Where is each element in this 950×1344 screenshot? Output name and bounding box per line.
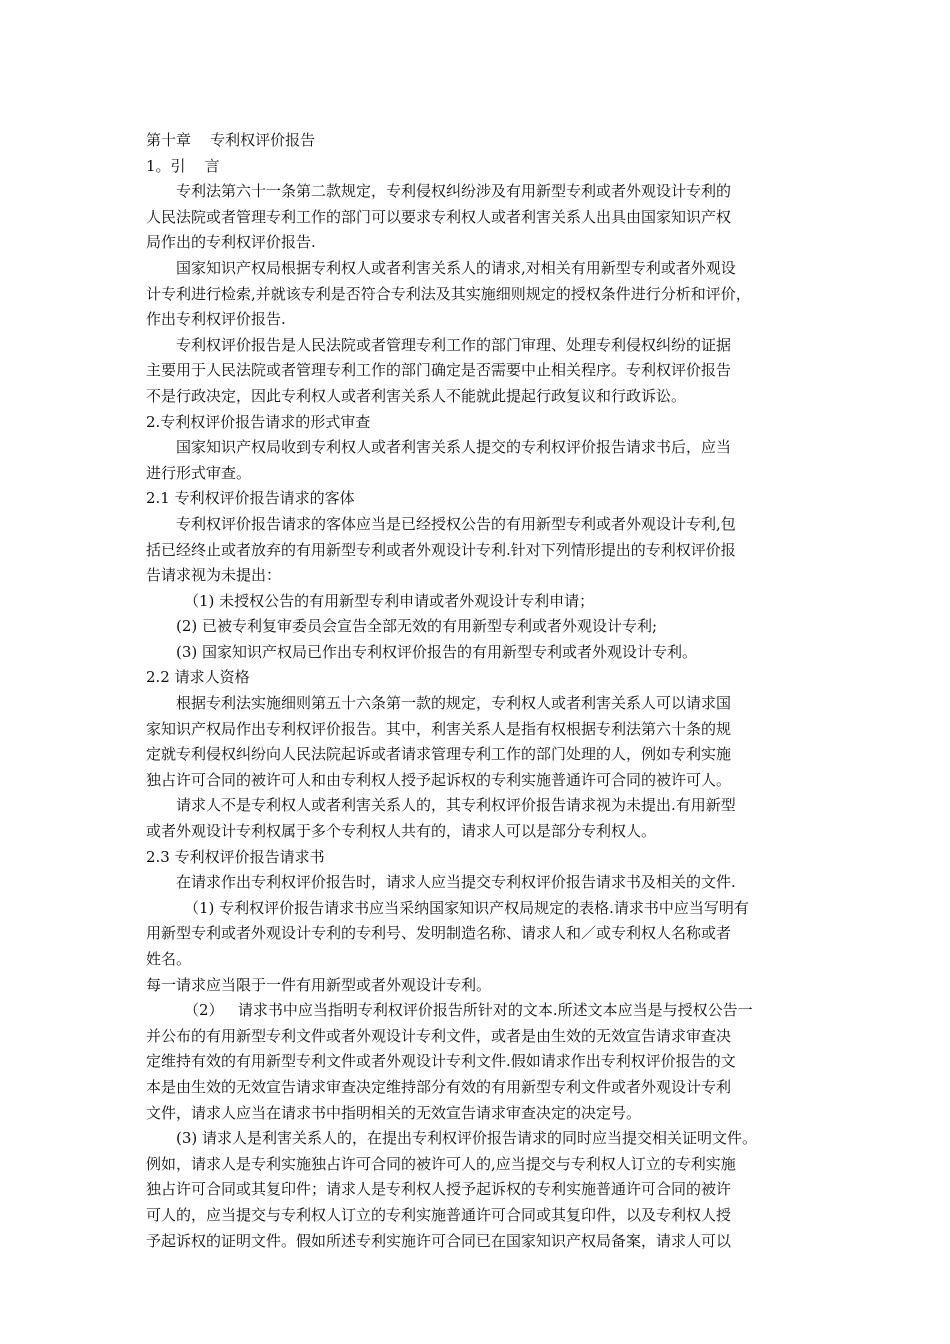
text-line: 定就专利侵权纠纷向人民法院起诉或者请求管理专利工作的部门处理的人，例如专利实施 (146, 745, 732, 764)
text-line: 2.专利权评价报告请求的形式审查 (146, 412, 371, 431)
text-line: 主要用于人民法院或者管理专利工作的部门确定是否需要中止相关程序。专利权评价报告 (146, 361, 732, 380)
text-line: 在请求作出专利权评价报告时，请求人应当提交专利权评价报告请求书及相关的文件. (176, 873, 736, 892)
text-line: 1。引 言 (146, 156, 220, 175)
text-line: 用新型专利或者外观设计专利的专利号、发明制造名称、请求人和／或专利权人名称或者 (146, 924, 732, 943)
text-line: （1) 未授权公告的有用新型专利申请或者外观设计专利申请； (184, 591, 595, 610)
text-line: 姓名。 (146, 950, 192, 968)
text-line: （1) 专利权评价报告请求书应当采纳国家知识产权局规定的表格.请求书中应当写明有 (184, 898, 749, 917)
text-line: 第十章 专利权评价报告 (146, 131, 316, 149)
text-line: 作出专利权评价报告. (146, 310, 286, 329)
text-line: 括已经终止或者放弃的有用新型专利或者外观设计专利.针对下列情形提出的专利权评价报 (146, 540, 736, 559)
text-line: 计专利进行检索,并就该专利是否符合专利法及其实施细则规定的授权条件进行分析和评价， (146, 284, 751, 303)
text-line: 文件，请求人应当在请求书中指明相关的无效宣告请求审查决定的决定号。 (146, 1103, 642, 1122)
text-line: 专利权评价报告请求的客体应当是已经授权公告的有用新型专利或者外观设计专利,包 (176, 514, 736, 533)
text-line: (2) 已被专利复审委员会宣告全部无效的有用新型专利或者外观设计专利; (176, 617, 658, 636)
text-line: 或者外观设计专利权属于多个专利权人共有的，请求人可以是部分专利权人。 (146, 822, 657, 841)
text-line: 独占许可合同的被许可人和由专利权人授予起诉权的专利实施普通许可合同的被许可人。 (146, 770, 732, 789)
text-line: 国家知识产权局根据专利权人或者利害关系人的请求,对相关有用新型专利或者外观设 (176, 258, 736, 277)
text-line: (3) 请求人是利害关系人的，在提出专利权评价报告请求的同时应当提交相关证明文件。 (176, 1129, 758, 1148)
text-line: 并公布的有用新型专利文件或者外观设计专利文件，或者是由生效的无效宣告请求审查决 (146, 1026, 732, 1045)
text-line: 每一请求应当限于一件有用新型或者外观设计专利。 (146, 975, 492, 994)
text-line: 不是行政决定，因此专利权人或者利害关系人不能就此提起行政复议和行政诉讼。 (146, 386, 687, 405)
text-line: 2.1 专利权评价报告请求的客体 (146, 489, 355, 508)
text-line: 予起诉权的证明文件。假如所述专利实施许可合同已在国家知识产权局备案，请求人可以 (146, 1231, 732, 1250)
text-line: 例如，请求人是专利实施独占许可合同的被许可人的,应当提交与专利权人订立的专利实施 (146, 1154, 736, 1173)
text-line: 本是由生效的无效宣告请求审查决定维持部分有效的有用新型专利文件或者外观设计专利 (146, 1077, 732, 1096)
text-line: (3) 国家知识产权局已作出专利权评价报告的有用新型专利或者外观设计专利。 (176, 642, 698, 661)
text-line: 2.2 请求人资格 (146, 668, 250, 687)
text-line: 可人的，应当提交与专利权人订立的专利实施普通许可合同或其复印件，以及专利权人授 (146, 1205, 732, 1224)
document-body (146, 128, 810, 1254)
text-line: 进行形式审查。 (146, 463, 252, 482)
text-line: 请求人不是专利权人或者利害关系人的，其专利权评价报告请求视为未提出.有用新型 (176, 796, 736, 815)
text-line: 根据专利法实施细则第五十六条第一款的规定，专利权人或者利害关系人可以请求国 (176, 694, 732, 713)
text-line: 独占许可合同或其复印件；请求人是专利权人授予起诉权的专利实施普通许可合同的被许 (146, 1180, 732, 1199)
text-line: 家知识产权局作出专利权评价报告。其中，利害关系人是指有权根据专利法第六十条的规 (146, 719, 732, 738)
text-line: 定维持有效的有用新型专利文件或者外观设计专利文件.假如请求作出专利权评价报告的文 (146, 1052, 736, 1071)
text-line: 局作出的专利权评价报告. (146, 233, 316, 252)
text-line: 人民法院或者管理专利工作的部门可以要求专利权人或者利害关系人出具由国家知识产权 (146, 207, 732, 226)
text-line: （2） 请求书中应当指明专利权评价报告所针对的文本.所述文本应当是与授权公告一 (184, 1001, 753, 1020)
text-line: 专利权评价报告是人民法院或者管理专利工作的部门审理、处理专利侵权纠纷的证据 (176, 335, 732, 354)
text-line: 告请求视为未提出： (146, 566, 282, 585)
text-line: 国家知识产权局收到专利权人或者利害关系人提交的专利权评价报告请求书后，应当 (176, 438, 732, 457)
text-line: 2.3 专利权评价报告请求书 (146, 847, 325, 866)
text-line: 专利法第六十一条第二款规定，专利侵权纠纷涉及有用新型专利或者外观设计专利的 (176, 182, 732, 201)
